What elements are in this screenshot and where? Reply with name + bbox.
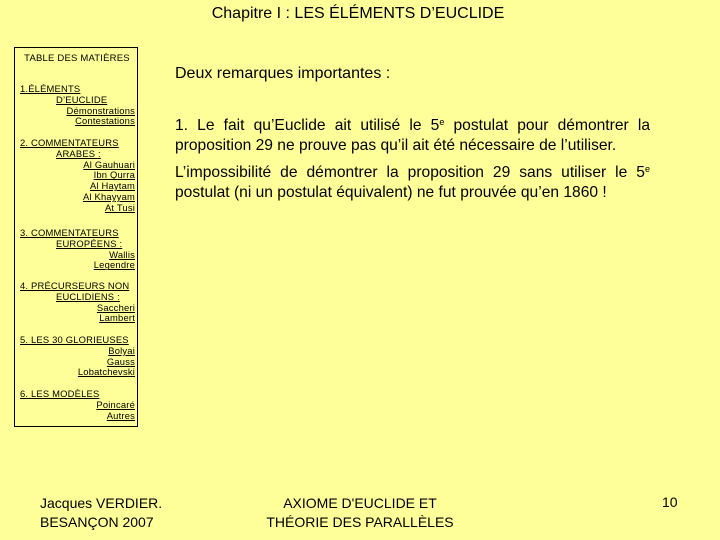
toc-link-al-khayyam[interactable]: Al Khayyam — [82, 190, 135, 202]
toc-section-1-title[interactable]: 1.ÉLÉMENTS D’EUCLIDE — [20, 83, 108, 105]
toc-link-al-haytam[interactable]: Al Haytam — [89, 180, 135, 192]
footer-course-line-2: THÉORIE DES PARALLÈLES — [266, 514, 454, 530]
footer-course-line-1: AXIOME D'EUCLIDE ET — [283, 495, 437, 511]
footer-author-place: BESANÇON 2007 — [40, 514, 154, 530]
toc-section-5[interactable] — [20, 335, 137, 378]
toc-section-6-title[interactable]: 6. LES MODÈLES — [20, 388, 100, 399]
toc-link-bolyai[interactable]: Bolyai — [108, 344, 135, 356]
toc-section-4[interactable] — [20, 281, 137, 324]
toc-link-legendre[interactable]: Legendre — [93, 259, 135, 271]
toc-section-2[interactable] — [20, 138, 137, 214]
remark-paragraph-1: 1. Le fait qu’Euclide ait utilisé le 5e postulat pour démontrer la proposition 29 ne prouve pas qu’il ait été nécessaire de l’utiliser. — [175, 117, 650, 154]
toc-link-wallis[interactable]: Wallis — [109, 248, 135, 260]
toc-link-al-gauhuari[interactable]: Al Gauhuari — [83, 158, 135, 170]
toc-section-3-title[interactable]: 3. COMMENTATEURS EUROPÉENS : — [20, 227, 123, 249]
slide-title: Chapitre I : LES ÉLÉMENTS D’EUCLIDE — [211, 5, 505, 22]
toc-link-at-tusi[interactable]: At Tusi — [104, 201, 135, 213]
toc-section-4-title[interactable]: 4. PRÉCURSEURS NON EUCLIDIENS : — [20, 280, 130, 302]
toc-heading: TABLE DES MATIÈRES — [24, 53, 130, 64]
footer-author — [40, 494, 162, 532]
toc-section-3[interactable] — [20, 228, 137, 271]
toc-link-poincare[interactable]: Poincaré — [96, 398, 135, 410]
toc-link-autres[interactable]: Autres — [106, 409, 135, 421]
remark-paragraph-2: L’impossibilité de démontrer la proposition 29 sans utiliser le 5e postulat (ni un postulat équivalent) ne fut prouvée qu’en 1860 ! — [175, 164, 650, 201]
footer-course-title — [240, 494, 480, 532]
toc-section-2-title[interactable]: 2. COMMENTATEURS ARABES : — [20, 137, 119, 159]
toc-section-5-title[interactable]: 5. LES 30 GLORIEUSES — [20, 334, 129, 345]
toc-link-contestations[interactable]: Contestations — [75, 115, 135, 127]
toc-link-lobatchevski[interactable]: Lobatchevski — [77, 366, 135, 378]
footer-author-name: Jacques VERDIER. — [40, 495, 163, 511]
toc-link-demonstrations[interactable]: Démonstrations — [66, 104, 135, 116]
page-number: 10 — [662, 494, 678, 510]
toc-link-lambert[interactable]: Lambert — [99, 312, 135, 324]
table-of-contents — [14, 47, 138, 427]
toc-link-saccheri[interactable]: Saccheri — [96, 301, 135, 313]
content-heading: Deux remarques importantes : — [175, 65, 391, 82]
toc-section-6[interactable] — [20, 389, 137, 421]
toc-link-gauss[interactable]: Gauss — [106, 355, 135, 367]
toc-link-ibn-qurra[interactable]: Ibn Qurra — [93, 169, 135, 181]
toc-section-1[interactable] — [20, 84, 137, 127]
